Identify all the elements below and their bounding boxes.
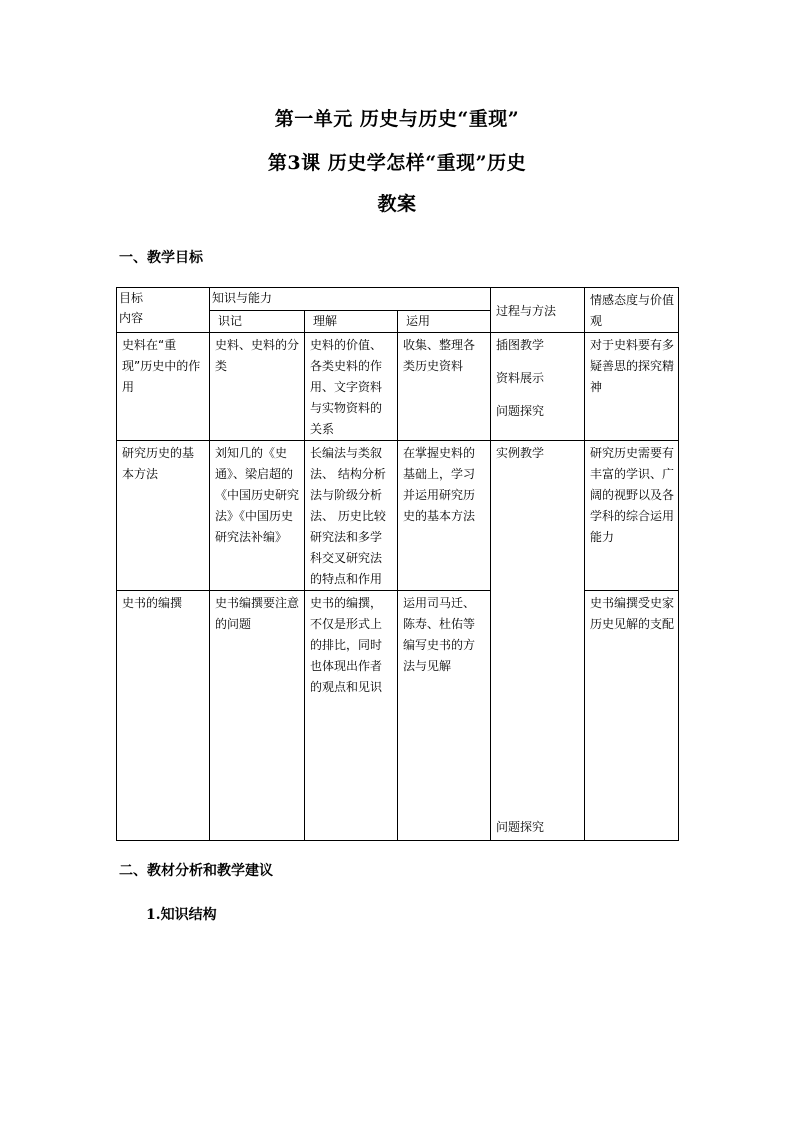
section-heading-analysis: 二、教材分析和教学建议 — [119, 863, 273, 879]
row2-recognize: 刘知几的《史通》、梁启超的《中国历史研究法》《中国历史研究法补编》 — [210, 441, 305, 591]
process-item: 问题探究 — [496, 404, 545, 418]
row3-understand: 史书的编撰，不仅是形式上的排比，同时也体现出作者的观点和见识 — [305, 591, 398, 841]
row3-apply: 运用司马迁、陈寿、杜佑等编写史书的方法与见解 — [398, 591, 491, 841]
process-item: 实例教学 — [496, 446, 545, 460]
row3-content: 史书的编撰 — [117, 591, 210, 841]
subheading-knowledge-structure: 1.知识结构 — [146, 907, 217, 923]
row3-recognize: 史书编撰要注意的问题 — [210, 591, 305, 841]
table-row — [117, 333, 679, 441]
row2-apply: 在掌握史料的基础上，学习并运用研究历史的基本方法 — [398, 441, 491, 591]
row2-understand: 长编法与类叙法、 结构分析法与阶级分析法、 历史比较研究法和多学科交叉研究法的特点和作用 — [305, 441, 398, 591]
process-item: 资料展示 — [496, 371, 545, 385]
row2-process — [491, 441, 585, 841]
header-process: 过程与方法 — [491, 288, 585, 333]
title-unit: 第一单元 历史与历史“重现” — [274, 108, 520, 130]
header-corner-cell — [117, 288, 210, 333]
header-knowledge: 知识与能力 — [210, 288, 491, 311]
row2-content: 研究历史的基本方法 — [117, 441, 210, 591]
header-corner-content: 内容 — [119, 311, 144, 325]
row1-content: 史料在“重现”历史中的作用 — [117, 333, 210, 441]
row1-recognize: 史料、史料的分类 — [210, 333, 305, 441]
row1-understand: 史料的价值、各类史料的作用、文字资料与实物资料的关系 — [305, 333, 398, 441]
header-attitude: 情感态度与价值观 — [585, 288, 679, 333]
title-lesson: 第3课 历史学怎样“重现”历史 — [267, 152, 527, 174]
row2-attitude: 研究历史需要有丰富的学识、广阔的视野以及各学科的综合运用能力 — [585, 441, 679, 591]
header-apply: 运用 — [398, 310, 491, 333]
table-row — [117, 591, 679, 841]
process-item: 问题探究 — [496, 820, 545, 834]
row1-process — [491, 333, 585, 441]
header-understand: 理解 — [305, 310, 398, 333]
objectives-table — [116, 287, 679, 841]
header-corner-goal: 目标 — [119, 291, 144, 305]
row1-apply: 收集、整理各类历史资料 — [398, 333, 491, 441]
header-recognize: 识记 — [210, 310, 305, 333]
process-item: 插图教学 — [496, 338, 545, 352]
row3-attitude: 史书编撰受史家历史见解的支配 — [585, 591, 679, 841]
section-heading-objectives: 一、教学目标 — [119, 250, 203, 266]
table-row — [117, 441, 679, 591]
row1-attitude: 对于史料要有多疑善思的探究精神 — [585, 333, 679, 441]
title-doc-type: 教案 — [377, 193, 417, 215]
